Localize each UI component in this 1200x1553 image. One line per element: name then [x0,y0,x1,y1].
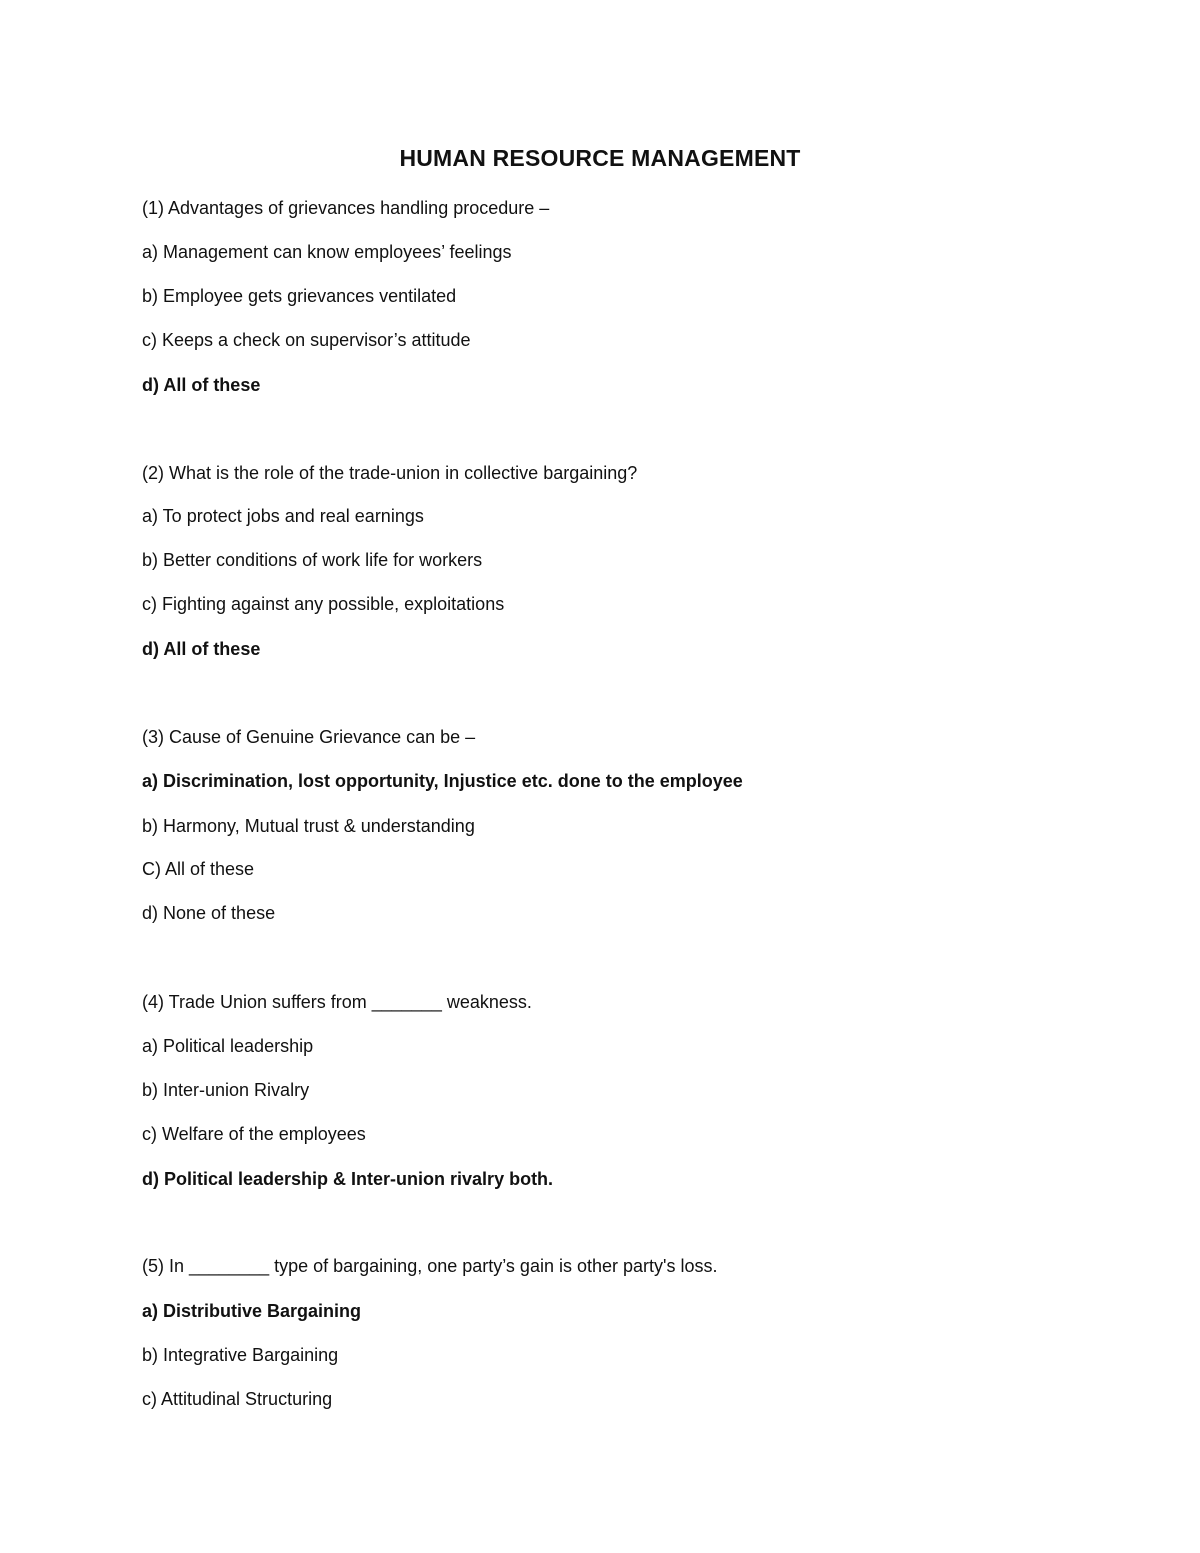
answer-option-correct: d) All of these [142,375,261,395]
answer-option: d) None of these [142,903,276,923]
answer-option: a) To protect jobs and real earnings [142,506,424,526]
answer-option: b) Inter-union Rivalry [142,1080,310,1100]
question-text: (1) Advantages of grievances handling procedure – [142,198,550,218]
answer-option: b) Integrative Bargaining [142,1345,339,1365]
answer-option-correct: a) Distributive Bargaining [142,1301,362,1321]
answer-option: b) Better conditions of work life for workers [142,550,483,570]
answer-option: b) Harmony, Mutual trust & understanding [142,816,475,836]
question-text: (5) In ________ type of bargaining, one party’s gain is other party's loss. [142,1256,718,1276]
question-text: (4) Trade Union suffers from _______ weakness. [142,992,532,1012]
page-title: HUMAN RESOURCE MANAGEMENT [399,145,801,171]
answer-option-correct: a) Discrimination, lost opportunity, Injustice etc. done to the employee [142,771,743,791]
answer-option: C) All of these [142,859,255,879]
answer-option-correct: d) All of these [142,639,261,659]
answer-option: c) Attitudinal Structuring [142,1389,333,1409]
answer-option: c) Keeps a check on supervisor’s attitude [142,330,471,350]
question-text: (3) Cause of Genuine Grievance can be – [142,727,476,747]
question-text: (2) What is the role of the trade-union in collective bargaining? [142,463,638,483]
answer-option-correct: d) Political leadership & Inter-union rivalry both. [142,1169,554,1189]
answer-option: b) Employee gets grievances ventilated [142,286,457,306]
answer-option: c) Fighting against any possible, exploitations [142,594,505,614]
answer-option: c) Welfare of the employees [142,1124,366,1144]
answer-option: a) Political leadership [142,1036,314,1056]
answer-option: a) Management can know employees’ feelings [142,242,512,262]
